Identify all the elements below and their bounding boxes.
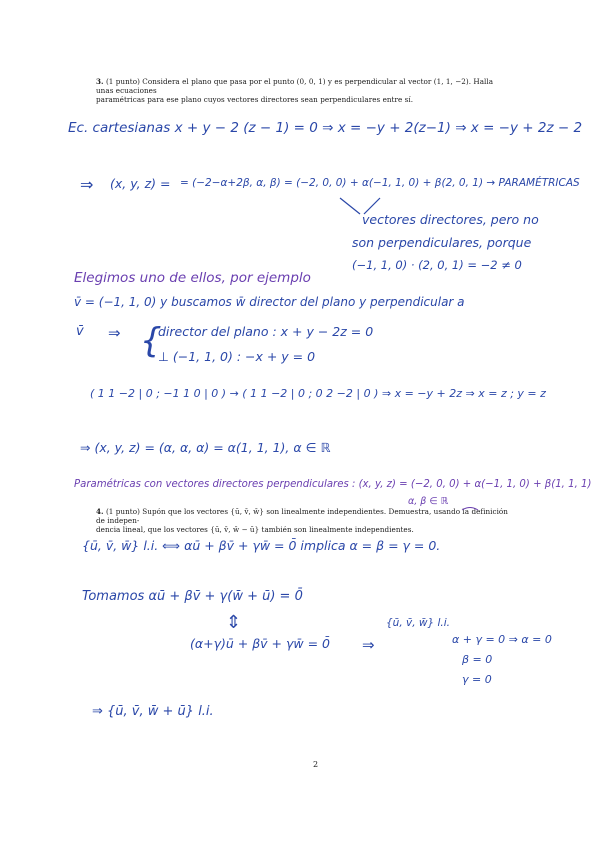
hw-final-quant: α, β ∈ ℝ [408,496,449,507]
hw-li-note: {ū, v̄, w̄} l.i. [386,617,451,629]
hw-directores-2: son perpendiculares, porque [352,235,532,250]
problem-3-number: 3. [96,77,104,86]
hw-directores-1: vectores directores, pero no [362,212,539,227]
hw-sys-arrow: ⇒ [108,324,121,342]
hw-sys2-1: α + γ = 0 ⇒ α = 0 [452,633,552,646]
hw-matrix: ( 1 1 −2 | 0 ; −1 1 0 | 0 ) → ( 1 1 −2 | 0 ; 0 2 −2 | 0 ) ⇒ x = −y + 2z ⇒ x = z ; y = z [90,387,546,400]
hw-param-arrow: ⇒ [80,175,94,194]
hw-sys-line1: director del plano : x + y − 2z = 0 [158,324,374,339]
hw-elegimos: Elegimos uno de ellos, por ejemplo [74,270,311,286]
hw-final: Paramétricas con vectores directores perpendiculares : (x, y, z) = (−2, 0, 0) + α(−1, 1, 0) + β(1, 1, 1) [74,477,592,490]
problem-4-number: 4. [96,507,104,516]
problem-4-points: (1 punto) [105,507,140,516]
hw-directores-3: (−1, 1, 0) · (2, 0, 1) = −2 ≠ 0 [352,258,522,272]
hw-sys2-2: β = 0 [462,653,493,666]
hw-solution: ⇒ (x, y, z) = (α, α, α) = α(1, 1, 1), α ∈ ℝ [80,440,331,455]
hw-v-bar: v̄ [76,324,84,339]
problem-3-text-line1: Considera el plano que pasa por el punto (0, 0, 1) y es perpendicular al vector (1, 1, −2). Halla unas ecuaciones [96,77,494,95]
problem-3-points: (1 punto) [105,77,140,86]
hw-param-eq: = (−2−α+2β, α, β) = (−2, 0, 0) + α(−1, 1, 0) + β(2, 0, 1) → PARAMÉTRICAS [180,177,580,189]
hw-sys-line2: ⊥ (−1, 1, 0) : −x + y = 0 [158,349,316,364]
page-number: 2 [313,760,319,769]
hw-implies: ⇒ [362,636,375,654]
hw-cartesianas: Ec. cartesianas x + y − 2 (z − 1) = 0 ⇒ x = −y + 2(z−1) ⇒ x = −y + 2z − 2 [68,120,583,136]
hw-expanded: (α+γ)ū + βv̄ + γw̄ = 0̄ [190,636,330,651]
problem-4-text-line2: dencia lineal, que los vectores {ū, v̄, w̄ − ū} también son linealmente independientes. [96,525,414,534]
problem-4-text-line1: Supón que los vectores {ū, v̄, w̄} son linealmente independientes. Demuestra, usando la definición de indepen- [96,507,508,525]
problem-3-text-line2: paramétricas para ese plano cuyos vectores directores sean perpendiculares entre sí. [96,95,414,104]
hw-tomamos: Tomamos αū + βv̄ + γ(w̄ + ū) = 0̄ [82,589,303,604]
hw-param-lhs: (x, y, z) = [110,176,171,191]
hw-sys2-3: γ = 0 [462,673,492,686]
hw-li-def: {ū, v̄, w̄} l.i. ⟺ αū + βv̄ + γw̄ = 0̄ implica α = β = γ = 0. [82,538,441,553]
hw-v-def: v̄ = (−1, 1, 0) y buscamos w̄ director del plano y perpendicular a [74,295,465,309]
hw-sys-brace: { [140,321,162,361]
hw-conclusion: ⇒ {ū, v̄, w̄ + ū} l.i. [92,704,214,719]
hw-equiv: ⇕ [226,612,242,633]
